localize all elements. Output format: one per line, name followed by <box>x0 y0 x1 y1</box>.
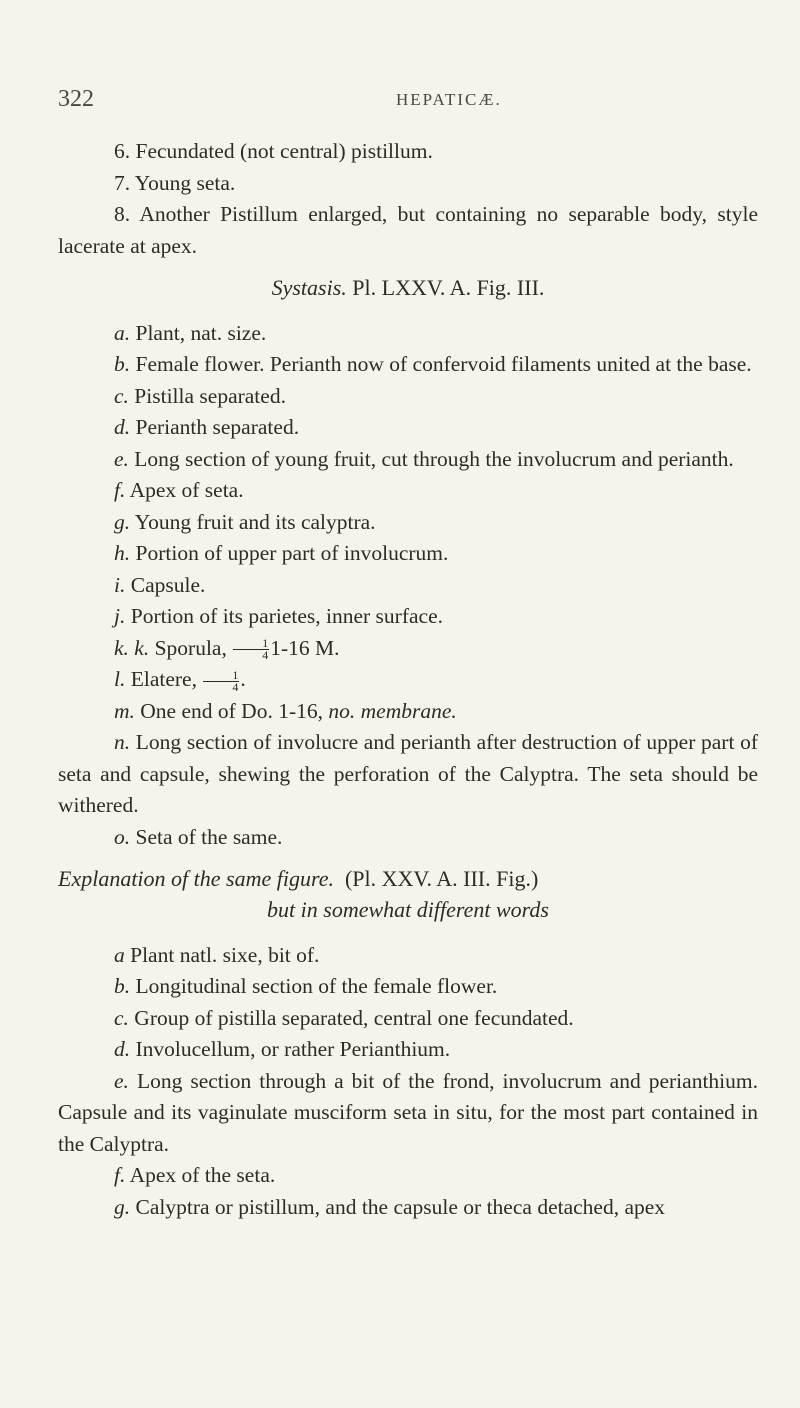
item-key: c. <box>114 1005 129 1030</box>
explanation-plate-reference: (Pl. XXV. A. III. Fig.) <box>344 866 539 891</box>
section-title <box>58 272 758 304</box>
item-text: Sporula, <box>154 635 227 660</box>
item-text: Fecundated (not central) pistillum. <box>135 139 433 163</box>
list-item <box>58 349 758 381</box>
item-key: l. <box>114 667 126 691</box>
item-key: f. <box>114 478 126 502</box>
item-text: Long section of involucre and perianth after destruction of upper part of seta and capsule, shewing the perforation of the Calyptra. The seta should be withered. <box>58 730 759 817</box>
explanation-subtitle <box>58 894 758 926</box>
item-key: d. <box>114 415 131 439</box>
list-item <box>58 199 758 262</box>
page-body <box>58 136 758 1223</box>
item-key: g. <box>114 509 131 534</box>
item-key: 6. <box>114 139 131 163</box>
fraction-numerator: 1 <box>203 670 239 682</box>
item-key: e. <box>114 1068 129 1093</box>
list-item <box>58 318 758 350</box>
item-text: Another Pistillum enlarged, but containing no separable body, style lacerate at apex. <box>58 202 758 258</box>
list-item <box>58 444 758 476</box>
item-key: m. <box>114 698 135 723</box>
item-text: Perianth separated. <box>135 415 300 439</box>
item-key: 8. <box>114 202 131 226</box>
item-text: Longitudinal section of the female flower. <box>135 974 498 998</box>
item-text: Young seta. <box>134 170 236 195</box>
item-text: Long section of young fruit, cut through the involucrum and perianth. <box>134 446 734 471</box>
item-key: c. <box>114 383 129 408</box>
item-text: Group of pistilla separated, central one fecundated. <box>134 1005 574 1030</box>
list-item <box>58 1160 758 1192</box>
fraction <box>203 667 239 694</box>
item-key: o. <box>114 824 131 849</box>
list-item <box>58 570 758 602</box>
item-text: Young fruit and its calyptra. <box>134 509 376 534</box>
item-text: Portion of upper part of involucrum. <box>135 541 449 565</box>
item-key: g. <box>114 1194 131 1219</box>
list-item <box>58 696 758 728</box>
item-text: Plant, nat. size. <box>135 320 267 345</box>
item-key: b. <box>114 352 131 376</box>
item-text: Capsule. <box>130 572 206 597</box>
list-item <box>58 1034 758 1066</box>
list-item <box>58 538 758 570</box>
list-item <box>58 507 758 539</box>
item-text: Elatere, <box>130 667 197 691</box>
fraction <box>233 638 269 661</box>
item-key: h. <box>114 541 131 565</box>
item-text: Pistilla separated. <box>134 383 286 408</box>
fraction-denominator: 4 <box>262 648 269 663</box>
item-key: k. k. <box>114 635 150 660</box>
plate-reference: Pl. LXXV. A. Fig. III. <box>352 275 545 300</box>
item-text: Plant natl. sixe, bit of. <box>130 942 320 967</box>
item-text: Apex of the seta. <box>129 1163 276 1187</box>
item-key: 7. <box>114 170 131 195</box>
item-text: Portion of its parietes, inner surface. <box>130 604 443 628</box>
item-key: e. <box>114 446 129 471</box>
item-italic-text: no. membrane. <box>328 698 457 723</box>
list-item <box>58 412 758 444</box>
list-item <box>58 1003 758 1035</box>
item-text: Involucellum, or rather Perianthium. <box>135 1037 451 1061</box>
list-item <box>58 633 758 665</box>
item-text-rest: . <box>240 667 246 691</box>
explanation-title-text: Explanation of the same figure. <box>58 866 334 891</box>
item-text: One end of Do. 1-16, <box>140 698 323 723</box>
item-key: d. <box>114 1037 131 1061</box>
item-text: Calyptra or pistillum, and the capsule or theca detached, apex <box>135 1194 666 1219</box>
item-key: a <box>114 942 125 967</box>
fraction-denominator: 4 <box>232 679 239 694</box>
list-item <box>58 475 758 507</box>
explanation-title <box>58 863 758 894</box>
list-item <box>58 136 758 168</box>
item-key: a. <box>114 320 131 345</box>
item-key: f. <box>114 1163 126 1187</box>
list-item <box>58 1192 758 1224</box>
item-text: Female flower. Perianth now of confervoid filaments united at the base. <box>135 352 752 376</box>
item-key: j. <box>114 604 126 628</box>
page-number: 322 <box>58 86 94 112</box>
item-text: Seta of the same. <box>135 824 283 849</box>
list-item <box>58 940 758 972</box>
explanation-subtitle-text: but in somewhat different words <box>267 897 549 922</box>
item-key: b. <box>114 974 131 998</box>
item-key: i. <box>114 572 126 597</box>
fraction-numerator: 1 <box>233 638 269 650</box>
list-item <box>58 601 758 633</box>
list-item <box>58 168 758 200</box>
genus-name: Systasis. <box>271 275 347 300</box>
page-header <box>58 86 758 116</box>
item-text: Apex of seta. <box>129 478 244 502</box>
item-text-rest: 1-16 M. <box>270 635 340 660</box>
item-text: Long section through a bit of the frond, involucrum and perianthium. Capsule and its vaginulate musciform seta in situ, for the most part contained in the Calyptra. <box>58 1068 758 1156</box>
list-item <box>58 971 758 1003</box>
item-key: n. <box>114 730 131 754</box>
list-item <box>58 664 758 696</box>
list-item <box>58 822 758 854</box>
running-head: HEPATICÆ. <box>396 90 502 109</box>
list-item <box>58 381 758 413</box>
list-item <box>58 727 758 822</box>
list-item <box>58 1066 758 1161</box>
